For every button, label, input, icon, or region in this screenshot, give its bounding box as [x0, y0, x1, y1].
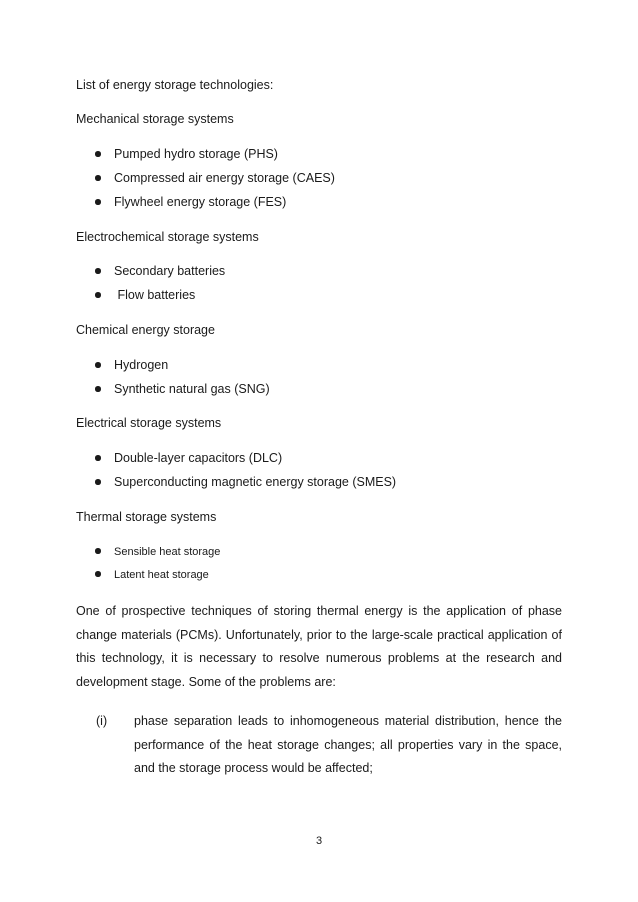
bullet-icon [95, 292, 101, 298]
bullet-icon [95, 571, 101, 577]
section-heading-thermal: Thermal storage systems [76, 510, 217, 524]
bullet-icon [95, 548, 101, 554]
list-item-text: Latent heat storage [114, 569, 209, 581]
bullet-icon [95, 151, 101, 157]
list-item-text: Sensible heat storage [114, 546, 221, 558]
bullet-icon [95, 362, 101, 368]
intro-text: List of energy storage technologies: [76, 78, 274, 92]
bullet-icon [95, 175, 101, 181]
list-item-text: Double-layer capacitors (DLC) [114, 451, 283, 465]
bullet-icon [95, 479, 101, 485]
bullet-icon [95, 455, 101, 461]
enumeration-label: (i) [96, 714, 108, 728]
list-item-text: Pumped hydro storage (PHS) [114, 147, 278, 161]
bullet-icon [95, 268, 101, 274]
enumeration-text: phase separation leads to inhomogeneous material distribution, hence the performance of the heat storage changes; all properties vary in the space, and the storage process would be affected; [134, 714, 562, 775]
list-item-text: Synthetic natural gas (SNG) [114, 382, 270, 396]
list-item-text: Flywheel energy storage (FES) [114, 195, 287, 209]
section-heading-chemical: Chemical energy storage [76, 323, 215, 337]
list-item-text: Superconducting magnetic energy storage (SMES) [114, 475, 397, 489]
list-item-text: Compressed air energy storage (CAES) [114, 171, 335, 185]
page-number: 3 [315, 835, 323, 847]
list-item-text: Hydrogen [114, 358, 169, 372]
section-heading-electrochemical: Electrochemical storage systems [76, 230, 259, 244]
bullet-icon [95, 199, 101, 205]
body-paragraph: One of prospective techniques of storing thermal energy is the application of phase change materials (PCMs). Unfortunately, prior to the large-scale practical application of this technology, it is necessary to resolve numerous problems at the research and development stage. Some of the problems are: [76, 604, 562, 689]
list-item-text: Secondary batteries [114, 264, 226, 278]
section-heading-mechanical: Mechanical storage systems [76, 112, 234, 126]
list-item-text: Flow batteries [114, 288, 196, 302]
section-heading-electrical: Electrical storage systems [76, 416, 222, 430]
bullet-icon [95, 386, 101, 392]
